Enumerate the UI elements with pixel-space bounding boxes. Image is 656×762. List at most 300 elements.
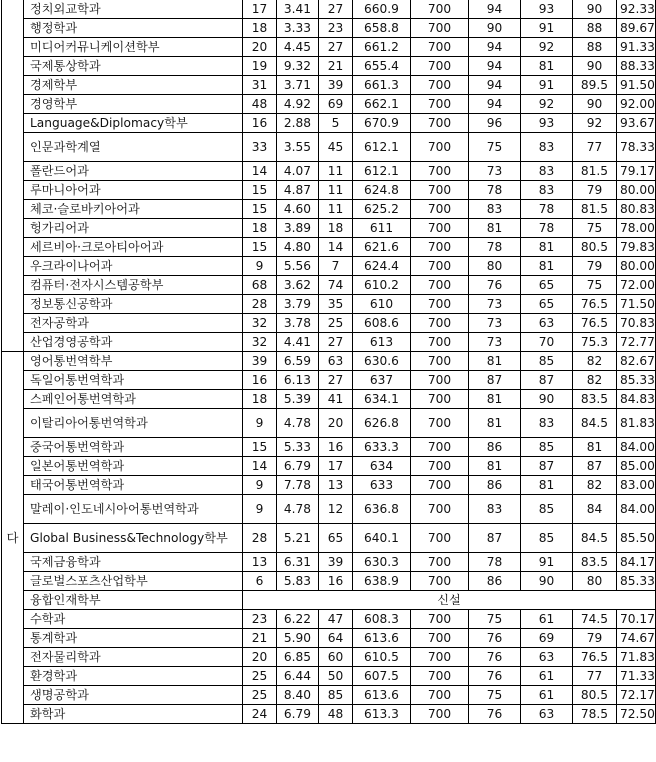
cell-c9: 84.00 (617, 438, 656, 457)
cell-c2: 6.79 (277, 457, 319, 476)
cell-c4: 630.6 (353, 352, 411, 371)
cell-c4: 633.3 (353, 438, 411, 457)
cell-c9: 92.33 (617, 0, 656, 19)
cell-c1: 13 (243, 553, 277, 572)
cell-c7: 65 (521, 295, 573, 314)
table-row (2, 95, 656, 114)
cell-c6: 75 (469, 610, 521, 629)
cell-c4: 661.3 (353, 76, 411, 95)
table-row (2, 276, 656, 295)
table-row (2, 314, 656, 333)
cell-c6: 81 (469, 219, 521, 238)
cell-c5: 700 (411, 76, 469, 95)
cell-c4: 613 (353, 333, 411, 352)
cell-c8: 88 (573, 38, 617, 57)
cell-c8: 82 (573, 352, 617, 371)
department-name: 세르비아·크로아티아어과 (24, 238, 243, 257)
cell-c8: 90 (573, 0, 617, 19)
table-row (2, 409, 656, 438)
cell-c7: 81 (521, 476, 573, 495)
cell-c6: 73 (469, 333, 521, 352)
row-note: 신설 (243, 591, 656, 610)
department-name: 폴란드어과 (24, 162, 243, 181)
cell-c1: 15 (243, 181, 277, 200)
table-row (2, 200, 656, 219)
cell-c8: 76.5 (573, 648, 617, 667)
cell-c2: 4.60 (277, 200, 319, 219)
table-row (2, 162, 656, 181)
cell-c1: 14 (243, 162, 277, 181)
cell-c7: 85 (521, 495, 573, 524)
cell-c9: 82.67 (617, 352, 656, 371)
cell-c1: 15 (243, 200, 277, 219)
cell-c9: 74.67 (617, 629, 656, 648)
cell-c9: 83.00 (617, 476, 656, 495)
cell-c3: 20 (319, 409, 353, 438)
cell-c8: 84.5 (573, 409, 617, 438)
cell-c1: 20 (243, 648, 277, 667)
cell-c3: 45 (319, 133, 353, 162)
department-name: 전자공학과 (24, 314, 243, 333)
department-name: 환경학과 (24, 667, 243, 686)
cell-c5: 700 (411, 352, 469, 371)
cell-c2: 8.40 (277, 686, 319, 705)
cell-c8: 89.5 (573, 76, 617, 95)
cell-c9: 85.33 (617, 371, 656, 390)
cell-c3: 50 (319, 667, 353, 686)
table-row (2, 457, 656, 476)
cell-c3: 12 (319, 495, 353, 524)
department-name: 수학과 (24, 610, 243, 629)
cell-c8: 84.5 (573, 524, 617, 553)
department-name: 행정학과 (24, 19, 243, 38)
cell-c5: 700 (411, 667, 469, 686)
cell-c6: 94 (469, 38, 521, 57)
cell-c6: 94 (469, 95, 521, 114)
cell-c3: 63 (319, 352, 353, 371)
cell-c5: 700 (411, 200, 469, 219)
cell-c9: 78.00 (617, 219, 656, 238)
cell-c3: 35 (319, 295, 353, 314)
cell-c9: 79.17 (617, 162, 656, 181)
cell-c6: 80 (469, 257, 521, 276)
cell-c4: 608.6 (353, 314, 411, 333)
cell-c6: 94 (469, 76, 521, 95)
cell-c4: 608.3 (353, 610, 411, 629)
cell-c3: 21 (319, 57, 353, 76)
cell-c1: 19 (243, 57, 277, 76)
cell-c7: 70 (521, 333, 573, 352)
cell-c4: 610.5 (353, 648, 411, 667)
cell-c2: 4.87 (277, 181, 319, 200)
cell-c6: 94 (469, 0, 521, 19)
cell-c7: 61 (521, 686, 573, 705)
cell-c1: 15 (243, 238, 277, 257)
cell-c8: 92 (573, 114, 617, 133)
cell-c5: 700 (411, 257, 469, 276)
cell-c9: 84.00 (617, 495, 656, 524)
cell-c2: 6.31 (277, 553, 319, 572)
cell-c6: 76 (469, 648, 521, 667)
cell-c5: 700 (411, 495, 469, 524)
cell-c6: 81 (469, 352, 521, 371)
cell-c8: 84 (573, 495, 617, 524)
cell-c3: 5 (319, 114, 353, 133)
cell-c8: 87 (573, 457, 617, 476)
cell-c9: 93.67 (617, 114, 656, 133)
cell-c8: 79 (573, 181, 617, 200)
cell-c2: 6.13 (277, 371, 319, 390)
cell-c6: 76 (469, 276, 521, 295)
cell-c4: 613.6 (353, 686, 411, 705)
cell-c8: 88 (573, 19, 617, 38)
cell-c1: 20 (243, 38, 277, 57)
cell-c1: 25 (243, 667, 277, 686)
department-name: Language&Diplomacy학부 (24, 114, 243, 133)
cell-c1: 21 (243, 629, 277, 648)
cell-c3: 39 (319, 76, 353, 95)
cell-c7: 91 (521, 553, 573, 572)
table-row (2, 705, 656, 724)
table-row (2, 553, 656, 572)
cell-c1: 17 (243, 0, 277, 19)
cell-c9: 80.00 (617, 181, 656, 200)
cell-c5: 700 (411, 409, 469, 438)
cell-c7: 85 (521, 524, 573, 553)
cell-c1: 32 (243, 314, 277, 333)
cell-c5: 700 (411, 686, 469, 705)
cell-c5: 700 (411, 133, 469, 162)
cell-c4: 638.9 (353, 572, 411, 591)
cell-c4: 610 (353, 295, 411, 314)
cell-c4: 624.8 (353, 181, 411, 200)
cell-c3: 11 (319, 181, 353, 200)
table-row (2, 333, 656, 352)
table-row (2, 629, 656, 648)
department-name: 독일어통번역학과 (24, 371, 243, 390)
cell-c6: 78 (469, 553, 521, 572)
cell-c6: 73 (469, 162, 521, 181)
cell-c7: 78 (521, 200, 573, 219)
cell-c8: 83.5 (573, 390, 617, 409)
group-label: 다 (2, 352, 24, 724)
table-row (2, 114, 656, 133)
cell-c3: 23 (319, 19, 353, 38)
cell-c7: 63 (521, 314, 573, 333)
cell-c6: 94 (469, 57, 521, 76)
table-row (2, 352, 656, 371)
cell-c6: 87 (469, 524, 521, 553)
cell-c5: 700 (411, 705, 469, 724)
cell-c5: 700 (411, 0, 469, 19)
cell-c2: 4.78 (277, 495, 319, 524)
cell-c2: 3.78 (277, 314, 319, 333)
cell-c3: 85 (319, 686, 353, 705)
department-name: 일본어통번역학과 (24, 457, 243, 476)
cell-c4: 636.8 (353, 495, 411, 524)
cell-c1: 14 (243, 457, 277, 476)
cell-c9: 72.00 (617, 276, 656, 295)
cell-c5: 700 (411, 276, 469, 295)
cell-c8: 80.5 (573, 238, 617, 257)
cell-c9: 78.33 (617, 133, 656, 162)
cell-c9: 72.17 (617, 686, 656, 705)
cell-c1: 15 (243, 438, 277, 457)
cell-c7: 83 (521, 181, 573, 200)
cell-c4: 607.5 (353, 667, 411, 686)
cell-c5: 700 (411, 162, 469, 181)
cell-c3: 16 (319, 572, 353, 591)
cell-c2: 4.45 (277, 38, 319, 57)
cell-c2: 5.90 (277, 629, 319, 648)
cell-c4: 637 (353, 371, 411, 390)
department-name: 중국어통번역학과 (24, 438, 243, 457)
cell-c2: 6.79 (277, 705, 319, 724)
cell-c9: 85.33 (617, 572, 656, 591)
cell-c5: 700 (411, 438, 469, 457)
cell-c5: 700 (411, 457, 469, 476)
department-name: Global Business&Technology학부 (24, 524, 243, 553)
cell-c1: 9 (243, 476, 277, 495)
cell-c3: 27 (319, 38, 353, 57)
cell-c1: 28 (243, 295, 277, 314)
cell-c2: 2.88 (277, 114, 319, 133)
cell-c3: 74 (319, 276, 353, 295)
cell-c7: 90 (521, 572, 573, 591)
cell-c2: 4.92 (277, 95, 319, 114)
cell-c2: 5.33 (277, 438, 319, 457)
department-name: 태국어통번역학과 (24, 476, 243, 495)
cell-c8: 80.5 (573, 686, 617, 705)
department-name: 산업경영공학과 (24, 333, 243, 352)
cell-c3: 16 (319, 438, 353, 457)
cell-c1: 9 (243, 409, 277, 438)
admissions-table (1, 0, 656, 724)
cell-c3: 25 (319, 314, 353, 333)
cell-c7: 92 (521, 95, 573, 114)
department-name: 정보통신공학과 (24, 295, 243, 314)
cell-c6: 78 (469, 181, 521, 200)
cell-c7: 85 (521, 438, 573, 457)
cell-c8: 78.5 (573, 705, 617, 724)
table-row (2, 648, 656, 667)
department-name: 루마니아어과 (24, 181, 243, 200)
cell-c7: 83 (521, 409, 573, 438)
department-name: 컴퓨터·전자시스템공학부 (24, 276, 243, 295)
cell-c2: 5.21 (277, 524, 319, 553)
cell-c3: 41 (319, 390, 353, 409)
cell-c8: 82 (573, 476, 617, 495)
cell-c8: 81.5 (573, 200, 617, 219)
cell-c6: 76 (469, 629, 521, 648)
cell-c7: 61 (521, 610, 573, 629)
cell-c3: 60 (319, 648, 353, 667)
cell-c9: 88.33 (617, 57, 656, 76)
cell-c6: 86 (469, 476, 521, 495)
table-row (2, 38, 656, 57)
cell-c6: 83 (469, 200, 521, 219)
cell-c9: 85.00 (617, 457, 656, 476)
table-row (2, 610, 656, 629)
cell-c7: 65 (521, 276, 573, 295)
cell-c1: 28 (243, 524, 277, 553)
table-row (2, 476, 656, 495)
cell-c4: 640.1 (353, 524, 411, 553)
cell-c9: 85.50 (617, 524, 656, 553)
cell-c4: 611 (353, 219, 411, 238)
department-name: 말레이·인도네시아어통번역학과 (24, 495, 243, 524)
cell-c5: 700 (411, 371, 469, 390)
cell-c2: 5.83 (277, 572, 319, 591)
cell-c8: 90 (573, 95, 617, 114)
cell-c5: 700 (411, 553, 469, 572)
department-name: 정치외교학과 (24, 0, 243, 19)
cell-c6: 90 (469, 19, 521, 38)
cell-c2: 4.78 (277, 409, 319, 438)
cell-c9: 71.33 (617, 667, 656, 686)
cell-c9: 71.83 (617, 648, 656, 667)
cell-c2: 6.22 (277, 610, 319, 629)
cell-c4: 658.8 (353, 19, 411, 38)
department-name: 경제학부 (24, 76, 243, 95)
cell-c3: 7 (319, 257, 353, 276)
cell-c1: 9 (243, 257, 277, 276)
cell-c2: 3.62 (277, 276, 319, 295)
cell-c9: 89.67 (617, 19, 656, 38)
cell-c7: 90 (521, 390, 573, 409)
cell-c1: 68 (243, 276, 277, 295)
department-name: 영어통번역학부 (24, 352, 243, 371)
cell-c4: 610.2 (353, 276, 411, 295)
table-row (2, 19, 656, 38)
cell-c8: 79 (573, 629, 617, 648)
table-row (2, 495, 656, 524)
cell-c7: 81 (521, 257, 573, 276)
table-row (2, 181, 656, 200)
cell-c4: 626.8 (353, 409, 411, 438)
cell-c2: 3.71 (277, 76, 319, 95)
cell-c5: 700 (411, 95, 469, 114)
cell-c7: 69 (521, 629, 573, 648)
cell-c2: 6.85 (277, 648, 319, 667)
cell-c2: 3.89 (277, 219, 319, 238)
cell-c5: 700 (411, 648, 469, 667)
cell-c1: 24 (243, 705, 277, 724)
department-name: 국제통상학과 (24, 57, 243, 76)
cell-c9: 91.50 (617, 76, 656, 95)
cell-c5: 700 (411, 19, 469, 38)
table-row (2, 238, 656, 257)
cell-c3: 14 (319, 238, 353, 257)
cell-c1: 31 (243, 76, 277, 95)
cell-c5: 700 (411, 295, 469, 314)
cell-c2: 3.79 (277, 295, 319, 314)
cell-c7: 91 (521, 76, 573, 95)
cell-c9: 71.50 (617, 295, 656, 314)
cell-c4: 612.1 (353, 162, 411, 181)
table-row (2, 219, 656, 238)
cell-c1: 16 (243, 371, 277, 390)
cell-c8: 82 (573, 371, 617, 390)
cell-c8: 77 (573, 667, 617, 686)
department-name: 글로벌스포츠산업학부 (24, 572, 243, 591)
cell-c9: 70.83 (617, 314, 656, 333)
cell-c7: 93 (521, 0, 573, 19)
table-row (2, 295, 656, 314)
department-name: 화학과 (24, 705, 243, 724)
cell-c3: 64 (319, 629, 353, 648)
cell-c5: 700 (411, 610, 469, 629)
cell-c3: 17 (319, 457, 353, 476)
cell-c2: 3.55 (277, 133, 319, 162)
cell-c1: 48 (243, 95, 277, 114)
cell-c4: 661.2 (353, 38, 411, 57)
cell-c2: 5.56 (277, 257, 319, 276)
cell-c8: 81.5 (573, 162, 617, 181)
department-name: 통계학과 (24, 629, 243, 648)
cell-c5: 700 (411, 57, 469, 76)
cell-c1: 16 (243, 114, 277, 133)
cell-c2: 6.59 (277, 352, 319, 371)
table-row (2, 133, 656, 162)
cell-c8: 83.5 (573, 553, 617, 572)
cell-c9: 79.83 (617, 238, 656, 257)
cell-c8: 76.5 (573, 295, 617, 314)
table-row (2, 257, 656, 276)
cell-c6: 81 (469, 409, 521, 438)
department-name: 이탈리아어통번역학과 (24, 409, 243, 438)
cell-c5: 700 (411, 314, 469, 333)
cell-c4: 625.2 (353, 200, 411, 219)
cell-c2: 4.07 (277, 162, 319, 181)
cell-c6: 83 (469, 495, 521, 524)
cell-c6: 81 (469, 457, 521, 476)
cell-c2: 3.33 (277, 19, 319, 38)
cell-c1: 33 (243, 133, 277, 162)
cell-c4: 655.4 (353, 57, 411, 76)
cell-c8: 75 (573, 276, 617, 295)
cell-c7: 61 (521, 667, 573, 686)
cell-c2: 6.44 (277, 667, 319, 686)
cell-c6: 76 (469, 705, 521, 724)
cell-c2: 9.32 (277, 57, 319, 76)
cell-c3: 18 (319, 219, 353, 238)
table-row (2, 371, 656, 390)
cell-c3: 48 (319, 705, 353, 724)
department-name: 체코·슬로바키아어과 (24, 200, 243, 219)
cell-c6: 86 (469, 438, 521, 457)
cell-c2: 5.39 (277, 390, 319, 409)
cell-c1: 6 (243, 572, 277, 591)
cell-c7: 87 (521, 457, 573, 476)
cell-c3: 11 (319, 200, 353, 219)
cell-c9: 72.50 (617, 705, 656, 724)
cell-c9: 91.33 (617, 38, 656, 57)
cell-c1: 25 (243, 686, 277, 705)
department-name: 스페인어통번역학과 (24, 390, 243, 409)
cell-c6: 81 (469, 390, 521, 409)
cell-c6: 76 (469, 667, 521, 686)
table-row (2, 686, 656, 705)
cell-c4: 660.9 (353, 0, 411, 19)
cell-c6: 86 (469, 572, 521, 591)
cell-c2: 3.41 (277, 0, 319, 19)
cell-c9: 72.77 (617, 333, 656, 352)
table-row (2, 57, 656, 76)
cell-c8: 75.3 (573, 333, 617, 352)
cell-c2: 4.41 (277, 333, 319, 352)
cell-c5: 700 (411, 114, 469, 133)
